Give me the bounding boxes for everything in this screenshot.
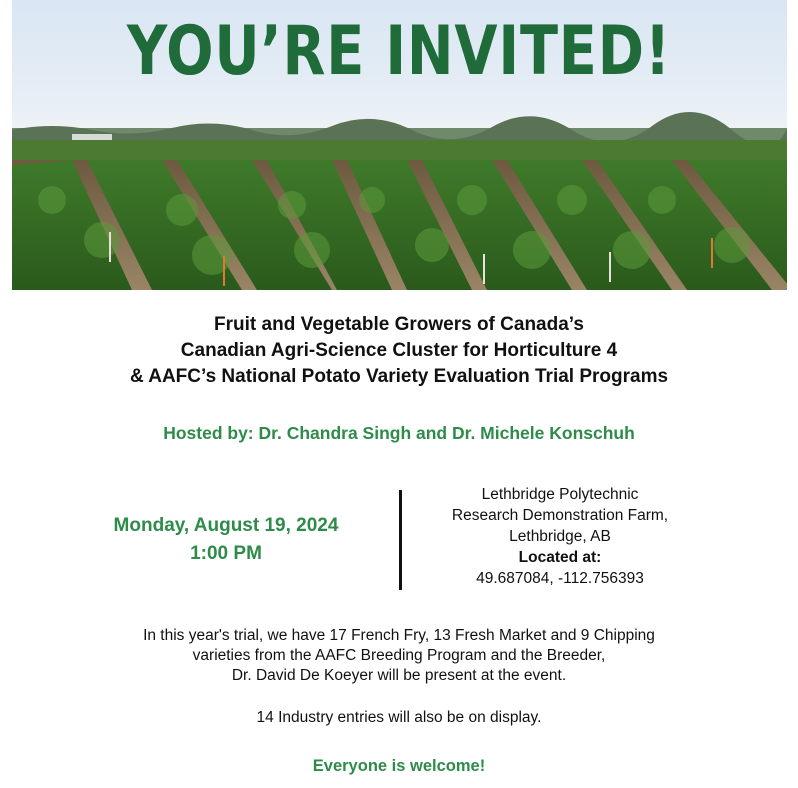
event-date: Monday, August 19, 2024 — [113, 515, 339, 536]
industry-note: 14 Industry entries will also be on display. — [256, 709, 542, 726]
trial-description — [0, 626, 798, 686]
title-line: & AAFC’s National Potato Variety Evaluation Trial Programs — [129, 366, 669, 387]
welcome-message: Everyone is welcome! — [312, 757, 486, 775]
title-line: Canadian Agri-Science Cluster for Horticulture 4 — [180, 340, 618, 361]
event-time: 1:00 PM — [190, 543, 262, 564]
description-line: Dr. David De Koeyer will be present at the event. — [231, 667, 567, 684]
event-location — [410, 484, 710, 589]
program-title — [0, 312, 798, 390]
hosted-by: Hosted by: Dr. Chandra Singh and Dr. Michele Konschuh — [163, 423, 635, 443]
coordinates: 49.687084, -112.756393 — [476, 570, 644, 587]
location-line: Lethbridge Polytechnic — [481, 486, 639, 503]
located-at-label: Located at: — [518, 549, 602, 566]
location-line: Lethbridge, AB — [509, 528, 611, 545]
headline: YOU’RE INVITED! — [126, 12, 672, 91]
vertical-divider — [399, 490, 402, 590]
event-datetime — [58, 512, 394, 568]
location-line: Research Demonstration Farm, — [451, 507, 669, 524]
description-line: varieties from the AAFC Breeding Program and the Breeder, — [192, 647, 606, 664]
description-line: In this year's trial, we have 17 French Fry, 13 Fresh Market and 9 Chipping — [143, 627, 655, 644]
title-line: Fruit and Vegetable Growers of Canada’s — [214, 314, 584, 335]
